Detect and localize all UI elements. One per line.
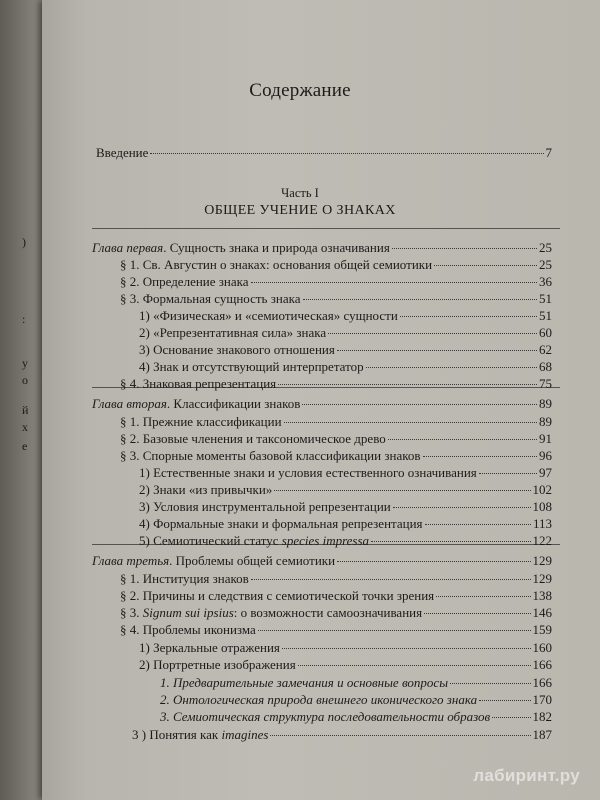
leader-dots bbox=[492, 717, 530, 718]
toc-entry-label: 3 ) Понятия как imagines bbox=[132, 727, 269, 742]
leader-dots bbox=[303, 299, 538, 300]
toc-entry-label: 4) Формальные знаки и формальная репрезентация bbox=[139, 516, 423, 531]
toc-entry-label: 1) Естественные знаки и условия естественного означивания bbox=[139, 465, 477, 480]
toc-entry-label: § 2. Базовые членения и таксономическое древо bbox=[120, 431, 386, 446]
toc-entry bbox=[139, 499, 552, 517]
leader-dots bbox=[278, 384, 537, 385]
part-title: ОБЩЕЕ УЧЕНИЕ О ЗНАКАХ bbox=[204, 203, 396, 218]
toc-page-number: 62 bbox=[539, 342, 552, 357]
toc-entry-label: § 1. Св. Августин о знаках: основания общей семиотики bbox=[120, 257, 433, 272]
toc-entry-label: 3) Основание знакового отношения bbox=[139, 342, 335, 357]
toc-entry-label: Глава первая. Сущность знака и природа означивания bbox=[92, 240, 390, 255]
leader-dots bbox=[337, 561, 530, 562]
leader-dots bbox=[251, 282, 537, 283]
page-title: Содержание bbox=[249, 80, 351, 101]
toc-entry bbox=[139, 640, 552, 658]
leader-dots bbox=[424, 613, 530, 614]
toc-page-number: 7 bbox=[545, 145, 552, 160]
leader-dots bbox=[150, 153, 543, 154]
toc-page-number: 36 bbox=[539, 274, 552, 289]
toc-entry-label: § 2. Определение знака bbox=[120, 274, 249, 289]
toc-page-number: 51 bbox=[539, 291, 552, 306]
toc-entry bbox=[139, 533, 552, 551]
leader-dots bbox=[393, 507, 531, 508]
leader-dots bbox=[388, 439, 537, 440]
toc-entry-label: § 1. Прежние классификации bbox=[120, 414, 282, 429]
toc-entry-label: § 1. Институция знаков bbox=[120, 571, 249, 586]
leader-dots bbox=[284, 422, 537, 423]
toc-entry bbox=[160, 675, 552, 693]
toc-page-number: 68 bbox=[539, 359, 552, 374]
part-label: Часть I bbox=[281, 186, 319, 200]
toc-entry bbox=[120, 257, 552, 275]
toc-entry bbox=[92, 553, 552, 571]
leader-dots bbox=[298, 665, 531, 666]
toc-entry bbox=[139, 325, 552, 343]
toc-page-number: 122 bbox=[532, 533, 552, 548]
leader-dots bbox=[337, 350, 537, 351]
toc-page-number: 113 bbox=[532, 516, 552, 531]
toc-entry-label: § 3. Спорные моменты базовой классификации знаков bbox=[120, 448, 421, 463]
toc-page-number: 166 bbox=[532, 675, 552, 690]
toc-page-number: 129 bbox=[532, 553, 552, 568]
toc-entry bbox=[120, 571, 552, 589]
leader-dots bbox=[366, 367, 537, 368]
toc-entry bbox=[160, 692, 552, 710]
toc-entry-label: § 2. Причины и следствия с семиотической точки зрения bbox=[120, 588, 435, 603]
prev-page-fragment: у bbox=[22, 356, 28, 370]
toc-entry-label: 1. Предварительные замечания и основные вопросы bbox=[160, 675, 448, 690]
toc-page-number: 60 bbox=[539, 325, 552, 340]
toc-page-number: 129 bbox=[532, 571, 552, 586]
toc-page-number: 96 bbox=[539, 448, 552, 463]
toc-page-number: 91 bbox=[539, 431, 552, 446]
leader-dots bbox=[371, 541, 530, 542]
toc-entry bbox=[120, 588, 552, 606]
toc-entry-label: 1) Зеркальные отражения bbox=[139, 640, 280, 655]
toc-entry-label: 2) Портретные изображения bbox=[139, 657, 296, 672]
toc-page-number: 182 bbox=[532, 709, 552, 724]
prev-page-fragment: х bbox=[22, 420, 28, 434]
toc-entry bbox=[120, 605, 552, 623]
leader-dots bbox=[450, 683, 531, 684]
leader-dots bbox=[251, 579, 531, 580]
leader-dots bbox=[274, 490, 530, 491]
toc-entry-label: Введение bbox=[96, 145, 149, 160]
prev-page-fragment: й bbox=[22, 403, 29, 417]
prev-page-fragment: : bbox=[22, 312, 26, 326]
chapter-separator bbox=[92, 228, 560, 229]
toc-page-number: 187 bbox=[532, 727, 552, 742]
toc-entry bbox=[139, 465, 552, 483]
toc-page-number: 97 bbox=[539, 465, 552, 480]
toc-entry bbox=[120, 414, 552, 432]
toc-page-number: 166 bbox=[532, 657, 552, 672]
toc-entry-label: 1) «Физическая» и «семиотическая» сущности bbox=[139, 308, 398, 323]
toc-page-number: 138 bbox=[532, 588, 552, 603]
toc-page-number: 51 bbox=[539, 308, 552, 323]
toc-entry-label: 5) Семиотический статус species impressa bbox=[139, 533, 370, 548]
toc-entry-label: 4) Знак и отсутствующий интерпретатор bbox=[139, 359, 364, 374]
toc-page-number: 25 bbox=[539, 240, 552, 255]
leader-dots bbox=[392, 248, 537, 249]
leader-dots bbox=[302, 404, 537, 405]
leader-dots bbox=[425, 524, 531, 525]
toc-entry bbox=[120, 376, 552, 394]
leader-dots bbox=[328, 333, 537, 334]
toc-entry bbox=[120, 448, 552, 466]
toc-page-number: 159 bbox=[532, 622, 552, 637]
toc-entry-label: § 3. Signum sui ipsius: о возможности самоозначивания bbox=[120, 605, 423, 620]
toc-entry-label: 3) Условия инструментальной репрезентации bbox=[139, 499, 391, 514]
toc-entry bbox=[120, 291, 552, 309]
prev-page-fragment: е bbox=[22, 439, 28, 453]
toc-page-number: 89 bbox=[539, 414, 552, 429]
toc-entry-label: Глава вторая. Классификации знаков bbox=[92, 396, 301, 411]
prev-page-fragment: о bbox=[22, 373, 28, 387]
leader-dots bbox=[270, 735, 530, 736]
toc-entry bbox=[132, 727, 552, 745]
toc-page-number: 160 bbox=[532, 640, 552, 655]
toc-entry-label: § 4. Знаковая репрезентация bbox=[120, 376, 277, 391]
toc-entry bbox=[139, 516, 552, 534]
leader-dots bbox=[479, 473, 537, 474]
toc-page-number: 146 bbox=[532, 605, 552, 620]
toc-entry-label: § 4. Проблемы иконизма bbox=[120, 622, 256, 637]
toc-entry bbox=[92, 396, 552, 414]
leader-dots bbox=[436, 596, 530, 597]
prev-page-fragment: ) bbox=[22, 235, 26, 249]
toc-page-number: 102 bbox=[532, 482, 552, 497]
toc-entry-label: § 3. Формальная сущность знака bbox=[120, 291, 301, 306]
leader-dots bbox=[434, 265, 537, 266]
toc-entry-label: 3. Семиотическая структура последовательности образов bbox=[160, 709, 491, 724]
toc-entry-intro bbox=[96, 145, 552, 163]
toc-entry bbox=[160, 709, 552, 727]
leader-dots bbox=[423, 456, 537, 457]
previous-page-edge bbox=[0, 0, 42, 800]
toc-entry-label: 2. Онтологическая природа внешнего иконического знака bbox=[160, 692, 478, 707]
toc-entry-label: Глава третья. Проблемы общей семиотики bbox=[92, 553, 336, 568]
toc-entry bbox=[139, 359, 552, 377]
watermark-logo: лабиринт.ру bbox=[473, 766, 580, 785]
toc-entry bbox=[139, 657, 552, 675]
toc-entry bbox=[139, 482, 552, 500]
leader-dots bbox=[400, 316, 537, 317]
toc-entry bbox=[139, 308, 552, 326]
leader-dots bbox=[258, 630, 531, 631]
toc-entry bbox=[92, 240, 552, 258]
toc-page-number: 108 bbox=[532, 499, 552, 514]
toc-page-number: 89 bbox=[539, 396, 552, 411]
toc-page-number: 75 bbox=[539, 376, 552, 391]
leader-dots bbox=[479, 700, 530, 701]
toc-entry bbox=[120, 274, 552, 292]
toc-entry bbox=[120, 622, 552, 640]
toc-entry bbox=[120, 431, 552, 449]
leader-dots bbox=[282, 648, 531, 649]
toc-page-number: 25 bbox=[539, 257, 552, 272]
toc-entry-label: 2) Знаки «из привычки» bbox=[139, 482, 273, 497]
toc-entry bbox=[139, 342, 552, 360]
toc-entry-label: 2) «Репрезентативная сила» знака bbox=[139, 325, 327, 340]
toc-page-number: 170 bbox=[532, 692, 552, 707]
